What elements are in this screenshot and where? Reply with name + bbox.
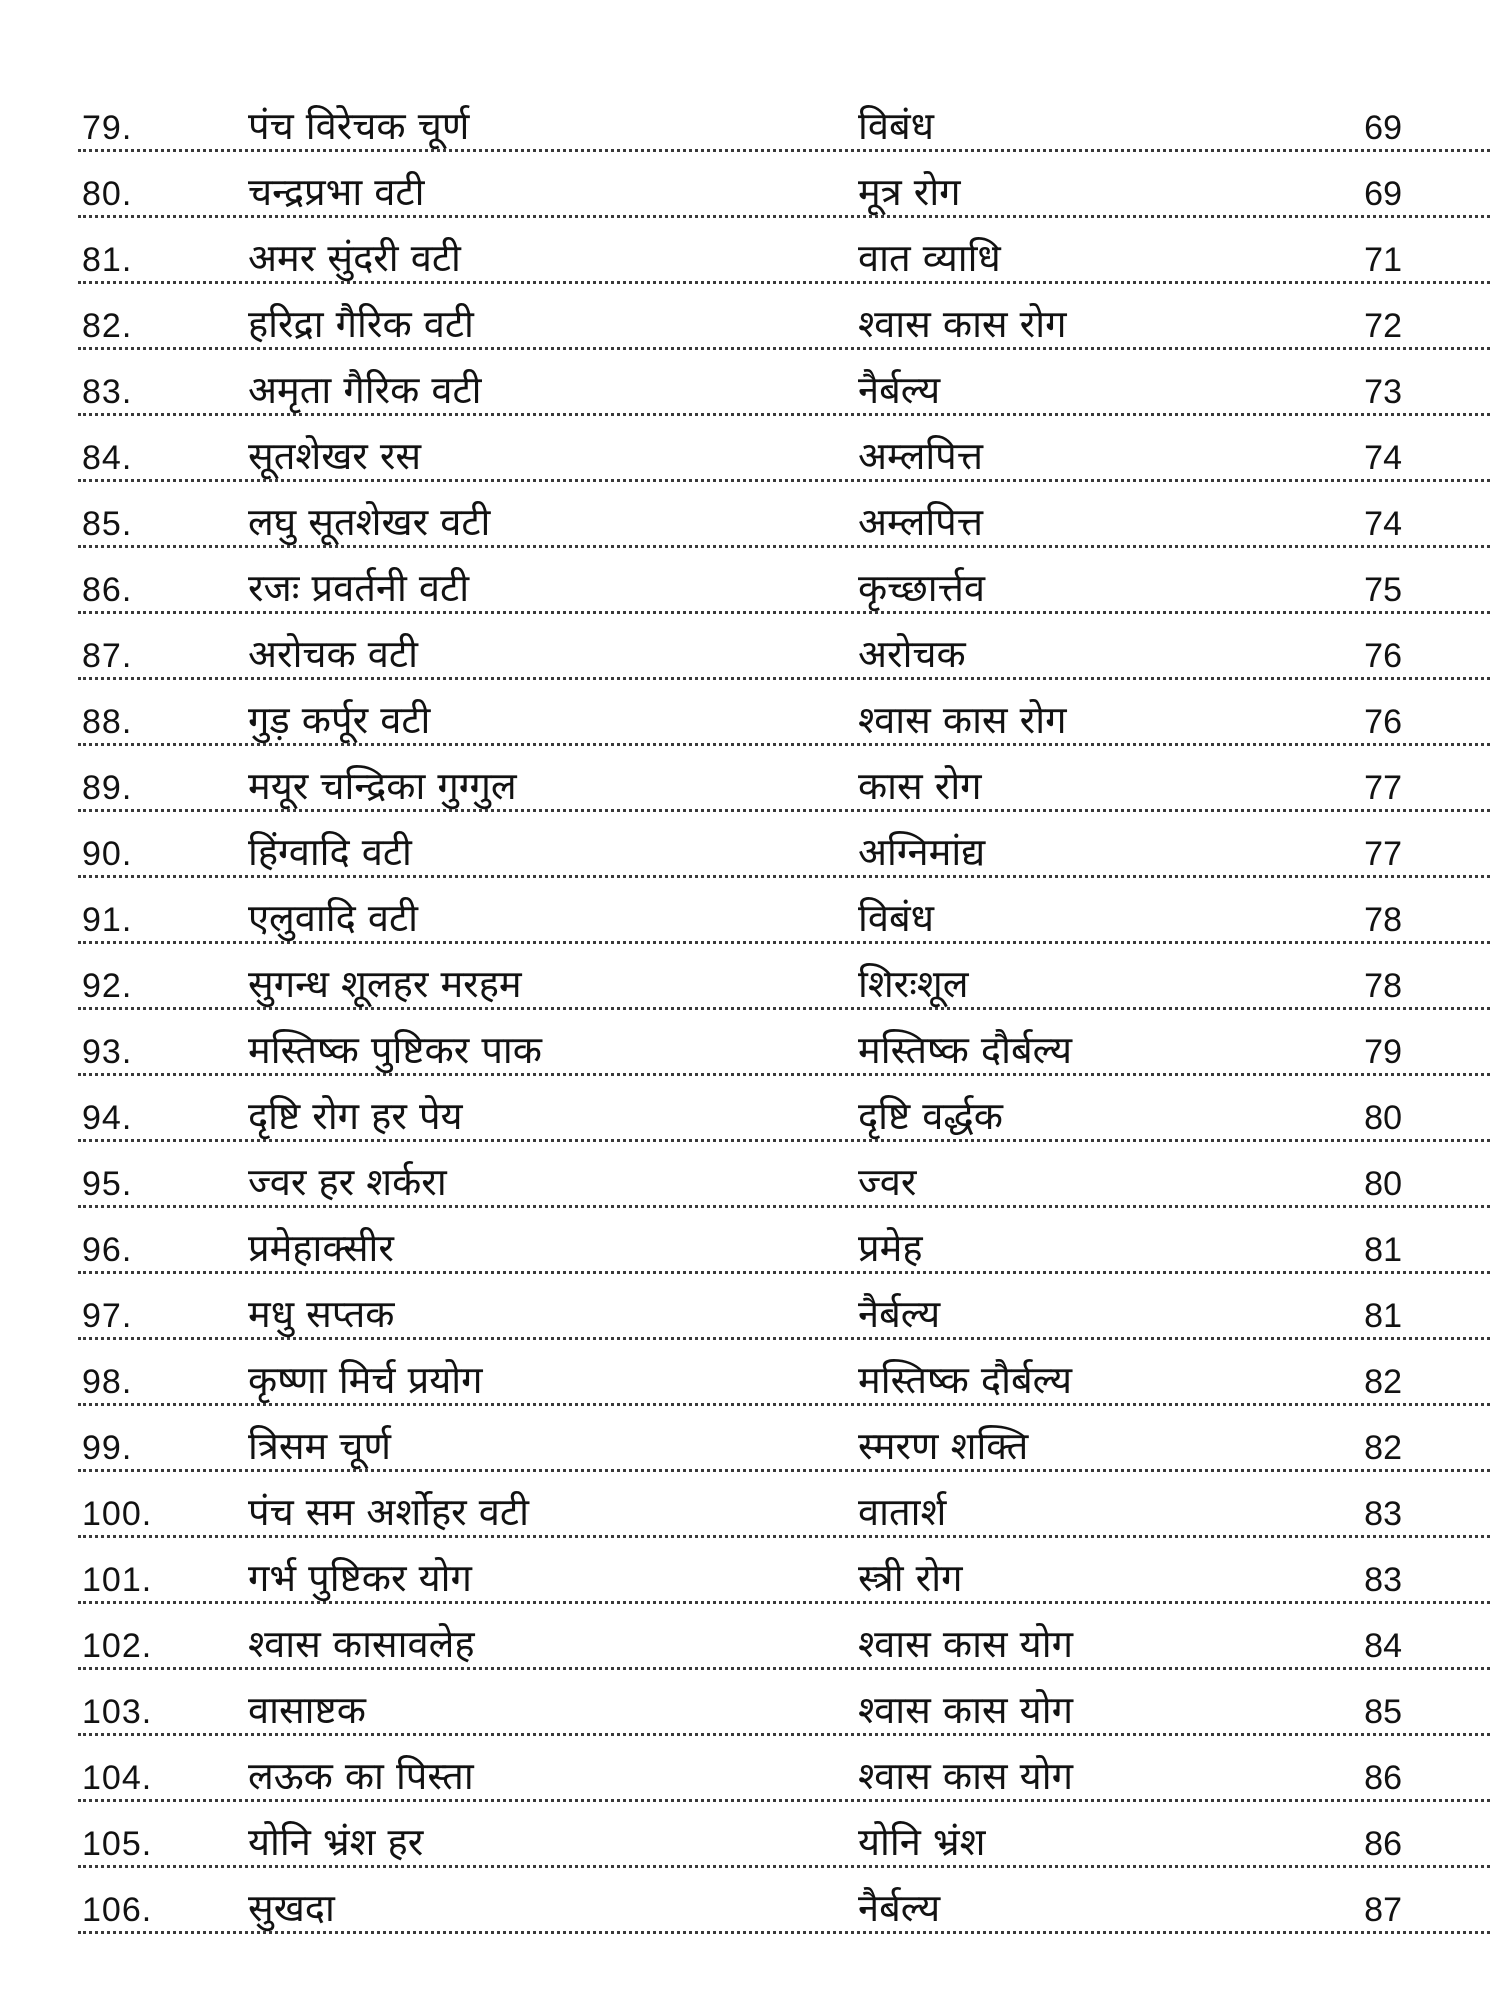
entry-number: 88. <box>82 703 133 741</box>
page-number: 76 <box>1364 637 1402 675</box>
entry-number: 95. <box>82 1165 133 1203</box>
entry-number: 96. <box>82 1231 133 1269</box>
remedy-name: रजः प्रवर्तनी वटी <box>248 566 470 610</box>
page-number: 84 <box>1364 1627 1402 1665</box>
remedy-name: दृष्टि रोग हर पेय <box>248 1094 463 1138</box>
page-number: 74 <box>1364 505 1402 543</box>
remedy-name: मस्तिष्क पुष्टिकर पाक <box>248 1028 542 1072</box>
entry-number: 102. <box>82 1627 153 1665</box>
contents-row <box>78 416 1490 482</box>
contents-row <box>78 482 1490 548</box>
contents-row <box>78 614 1490 680</box>
entry-number: 83. <box>82 373 133 411</box>
remedy-name: पंच सम अर्शोहर वटी <box>248 1490 529 1534</box>
remedy-name: अरोचक वटी <box>248 632 418 676</box>
contents-row <box>78 878 1490 944</box>
contents-row <box>78 1406 1490 1472</box>
disease-name: श्वास कास योग <box>858 1622 1073 1666</box>
remedy-name: हरिद्रा गैरिक वटी <box>248 302 474 346</box>
entry-number: 104. <box>82 1759 153 1797</box>
remedy-name: गुड़ कर्पूर वटी <box>248 698 431 742</box>
disease-name: शिरःशूल <box>858 962 969 1006</box>
entry-number: 103. <box>82 1693 153 1731</box>
disease-name: नैर्बल्य <box>858 368 941 412</box>
contents-row <box>78 284 1490 350</box>
remedy-name: योनि भ्रंश हर <box>248 1820 424 1864</box>
contents-row <box>78 1274 1490 1340</box>
disease-name: कृच्छार्त्तव <box>858 566 986 610</box>
contents-row <box>78 218 1490 284</box>
page-number: 81 <box>1364 1297 1402 1335</box>
remedy-name: श्वास कासावलेह <box>248 1622 475 1666</box>
entry-number: 92. <box>82 967 133 1005</box>
entry-number: 99. <box>82 1429 133 1467</box>
disease-name: अग्निमांद्य <box>858 830 986 874</box>
disease-name: मूत्र रोग <box>858 170 961 214</box>
page-number: 86 <box>1364 1825 1402 1863</box>
page-number: 69 <box>1364 175 1402 213</box>
page-number: 82 <box>1364 1429 1402 1467</box>
remedy-name: सुगन्ध शूलहर मरहम <box>248 962 522 1006</box>
entry-number: 97. <box>82 1297 133 1335</box>
page-number: 80 <box>1364 1099 1402 1137</box>
contents-row <box>78 1142 1490 1208</box>
remedy-name: ज्वर हर शर्करा <box>248 1160 447 1204</box>
page-number: 77 <box>1364 835 1402 873</box>
page-number: 71 <box>1364 241 1402 279</box>
page-number: 79 <box>1364 1033 1402 1071</box>
disease-name: अरोचक <box>858 632 966 676</box>
disease-name: मस्तिष्क दौर्बल्य <box>858 1028 1073 1072</box>
entry-number: 101. <box>82 1561 153 1599</box>
remedy-name: मधु सप्तक <box>248 1292 395 1336</box>
entry-number: 87. <box>82 637 133 675</box>
remedy-name: सूतशेखर रस <box>248 434 422 478</box>
entry-number: 79. <box>82 109 133 147</box>
contents-row <box>78 1868 1490 1934</box>
entry-number: 90. <box>82 835 133 873</box>
entry-number: 100. <box>82 1495 153 1533</box>
page-number: 77 <box>1364 769 1402 807</box>
contents-row <box>78 1208 1490 1274</box>
disease-name: मस्तिष्क दौर्बल्य <box>858 1358 1073 1402</box>
entry-number: 89. <box>82 769 133 807</box>
disease-name: वातार्श <box>858 1490 947 1534</box>
page-number: 83 <box>1364 1561 1402 1599</box>
page-number: 82 <box>1364 1363 1402 1401</box>
entry-number: 86. <box>82 571 133 609</box>
remedy-name: सुखदा <box>248 1886 335 1930</box>
contents-list <box>78 86 1490 1934</box>
remedy-name: गर्भ पुष्टिकर योग <box>248 1556 472 1600</box>
disease-name: स्त्री रोग <box>858 1556 963 1600</box>
disease-name: अम्लपित्त <box>858 500 984 544</box>
page-number: 76 <box>1364 703 1402 741</box>
entry-number: 80. <box>82 175 133 213</box>
remedy-name: हिंग्वादि वटी <box>248 830 412 874</box>
entry-number: 93. <box>82 1033 133 1071</box>
contents-row <box>78 680 1490 746</box>
contents-row <box>78 944 1490 1010</box>
entry-number: 85. <box>82 505 133 543</box>
remedy-name: लघु सूतशेखर वटी <box>248 500 491 544</box>
contents-row <box>78 152 1490 218</box>
contents-rows <box>78 86 1490 1934</box>
remedy-name: एलुवादि वटी <box>248 896 418 940</box>
contents-row <box>78 746 1490 812</box>
disease-name: कास रोग <box>858 764 982 808</box>
page-number: 75 <box>1364 571 1402 609</box>
page-number: 69 <box>1364 109 1402 147</box>
entry-number: 91. <box>82 901 133 939</box>
page-number: 78 <box>1364 901 1402 939</box>
page-number: 73 <box>1364 373 1402 411</box>
entry-number: 81. <box>82 241 133 279</box>
contents-row <box>78 1340 1490 1406</box>
entry-number: 82. <box>82 307 133 345</box>
entry-number: 106. <box>82 1891 153 1929</box>
entry-number: 84. <box>82 439 133 477</box>
disease-name: वात व्याधि <box>858 236 1001 280</box>
disease-name: श्वास कास योग <box>858 1688 1073 1732</box>
remedy-name: लऊक का पिस्ता <box>248 1754 474 1798</box>
disease-name: श्वास कास योग <box>858 1754 1073 1798</box>
page-number: 86 <box>1364 1759 1402 1797</box>
contents-row <box>78 1604 1490 1670</box>
disease-name: दृष्टि वर्द्धक <box>858 1094 1003 1138</box>
page-number: 87 <box>1364 1891 1402 1929</box>
page-number: 78 <box>1364 967 1402 1005</box>
contents-row <box>78 1538 1490 1604</box>
disease-name: श्वास कास रोग <box>858 302 1067 346</box>
page-number: 81 <box>1364 1231 1402 1269</box>
contents-row <box>78 1736 1490 1802</box>
remedy-name: त्रिसम चूर्ण <box>248 1424 391 1468</box>
disease-name: प्रमेह <box>858 1226 923 1270</box>
contents-row <box>78 86 1490 152</box>
contents-row <box>78 1802 1490 1868</box>
disease-name: विबंध <box>858 896 935 940</box>
remedy-name: पंच विरेचक चूर्ण <box>248 104 470 148</box>
entry-number: 94. <box>82 1099 133 1137</box>
remedy-name: कृष्णा मिर्च प्रयोग <box>248 1358 483 1402</box>
contents-row <box>78 548 1490 614</box>
contents-row <box>78 350 1490 416</box>
disease-name: स्मरण शक्ति <box>858 1424 1029 1468</box>
remedy-name: अमर सुंदरी वटी <box>248 236 461 280</box>
remedy-name: मयूर चन्द्रिका गुग्गुल <box>248 764 517 808</box>
remedy-name: अमृता गैरिक वटी <box>248 368 482 412</box>
disease-name: ज्वर <box>858 1160 917 1204</box>
entry-number: 98. <box>82 1363 133 1401</box>
page-number: 85 <box>1364 1693 1402 1731</box>
contents-row <box>78 1076 1490 1142</box>
contents-row <box>78 812 1490 878</box>
contents-row <box>78 1010 1490 1076</box>
page-number: 74 <box>1364 439 1402 477</box>
disease-name: नैर्बल्य <box>858 1292 941 1336</box>
remedy-name: प्रमेहाक्सीर <box>248 1226 394 1270</box>
contents-row <box>78 1472 1490 1538</box>
disease-name: विबंध <box>858 104 935 148</box>
remedy-name: वासाष्टक <box>248 1688 366 1732</box>
entry-number: 105. <box>82 1825 153 1863</box>
disease-name: श्वास कास रोग <box>858 698 1067 742</box>
disease-name: नैर्बल्य <box>858 1886 941 1930</box>
disease-name: अम्लपित्त <box>858 434 984 478</box>
remedy-name: चन्द्रप्रभा वटी <box>248 170 425 214</box>
page-number: 83 <box>1364 1495 1402 1533</box>
contents-row <box>78 1670 1490 1736</box>
page-number: 80 <box>1364 1165 1402 1203</box>
disease-name: योनि भ्रंश <box>858 1820 986 1864</box>
page-number: 72 <box>1364 307 1402 345</box>
